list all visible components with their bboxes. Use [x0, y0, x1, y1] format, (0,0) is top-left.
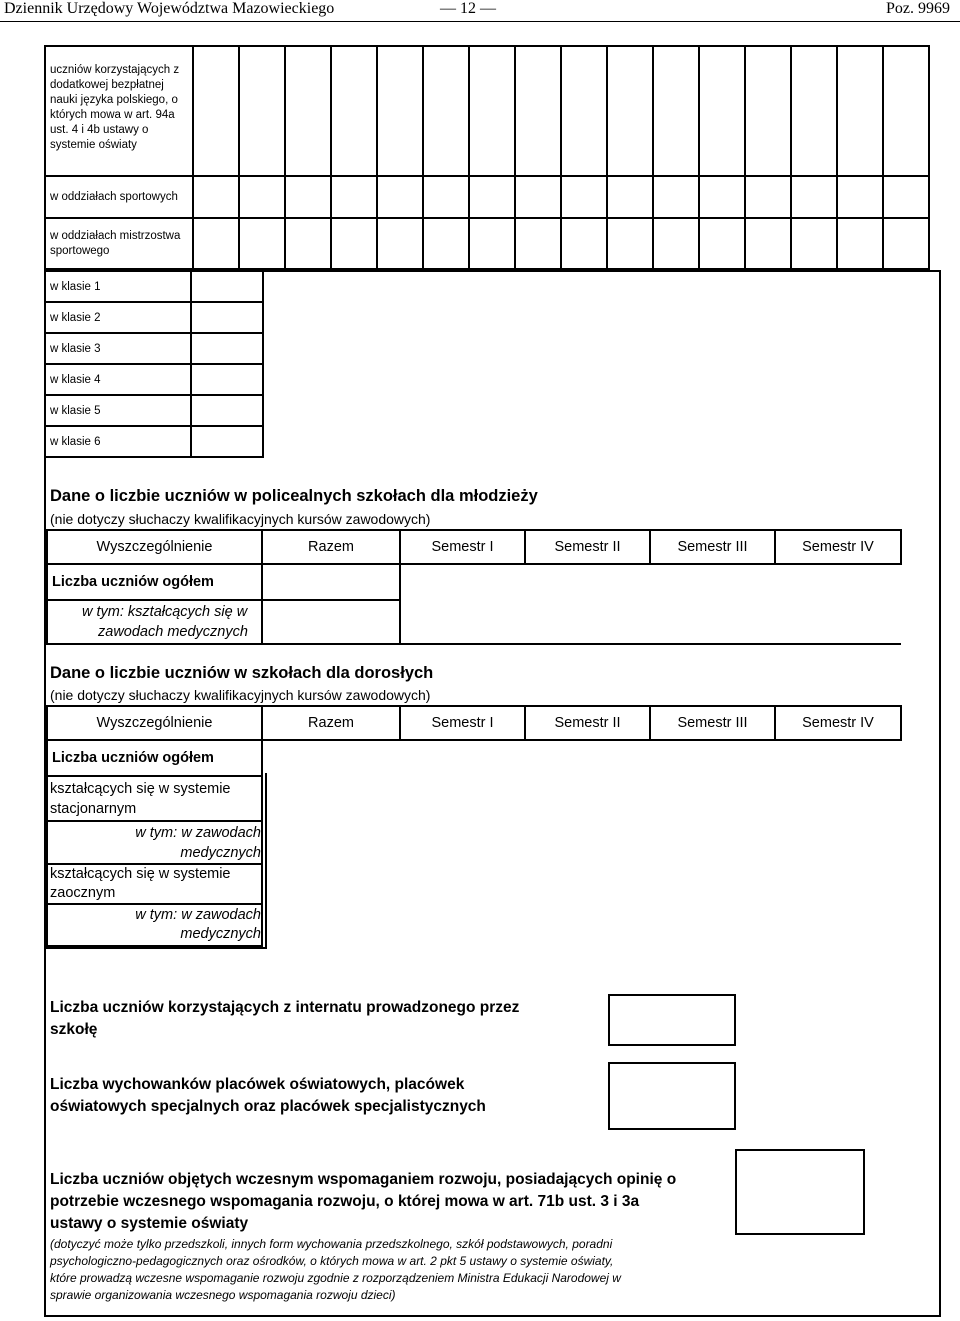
table-cell[interactable] — [653, 176, 699, 218]
row-label-sport-classes: w oddziałach sportowych — [45, 176, 193, 218]
section-title-policealne: Dane o liczbie uczniów w policealnych szkołach dla młodzieży — [50, 487, 538, 505]
table-cell[interactable] — [377, 46, 423, 176]
dorosli-table — [46, 705, 902, 947]
upper-grid — [44, 45, 930, 270]
row-label-class-1: w klasie 1 — [45, 271, 191, 302]
table-cell[interactable] — [561, 176, 607, 218]
row-label-championship-classes: w oddziałach mistrzostwa sportowego — [45, 218, 193, 269]
table-cell[interactable] — [791, 176, 837, 218]
table-cell[interactable] — [193, 46, 239, 176]
row-label-medical — [47, 600, 262, 644]
row-label-medical-stationary-line2: medycznych — [180, 844, 261, 861]
table-row — [47, 740, 901, 776]
table-cell[interactable] — [285, 46, 331, 176]
wwr-note-line3: które prowadzą wczesne wspomaganie rozwoju zgodnie z rozporządzeniem Ministra Edukacji Narodowej w — [50, 1271, 621, 1285]
table-cell[interactable] — [837, 46, 883, 176]
empty-area — [400, 564, 901, 600]
table-row — [45, 176, 929, 218]
table-row — [45, 302, 263, 333]
placowki-answer-box[interactable] — [608, 1062, 736, 1130]
row-label-medical-line1: w tym: kształcących się w — [82, 604, 248, 620]
section-subtitle-policealne: (nie dotyczy słuchaczy kwalifikacyjnych kursów zawodowych) — [50, 511, 431, 527]
table-cell[interactable] — [331, 218, 377, 269]
question-placowki — [50, 1074, 486, 1118]
row-label-class-6: w klasie 6 — [45, 426, 191, 457]
column-header: Semestr III — [650, 706, 775, 740]
wwr-note-line1: (dotyczyć może tylko przedszkoli, innych form wychowania przedszkolnego, szkół podstawowych, poradni — [50, 1237, 613, 1251]
internet-answer-box[interactable] — [608, 994, 736, 1046]
question-internet — [50, 997, 519, 1041]
row-label-stationary — [47, 776, 262, 821]
wwr-answer-box[interactable] — [735, 1149, 865, 1235]
section-subtitle-dorosli: (nie dotyczy słuchaczy kwalifikacyjnych kursów zawodowych) — [50, 687, 431, 703]
row-label-polish-lessons: uczniów korzystających z dodatkowej bezpłatnej nauki języka polskiego, o których mowa w art. 94a ust. 4 i 4b ustawy o systemie oświaty — [45, 46, 193, 176]
column-header: Razem — [262, 706, 400, 740]
empty-area — [400, 600, 901, 644]
question-internet-line1: Liczba uczniów korzystających z internatu prowadzonego przez — [50, 999, 520, 1016]
row-label-class-2: w klasie 2 — [45, 302, 191, 333]
table-header-row — [47, 706, 901, 740]
table-cell[interactable] — [699, 176, 745, 218]
table-cell[interactable] — [699, 218, 745, 269]
table-cell[interactable] — [193, 176, 239, 218]
table-cell[interactable] — [469, 218, 515, 269]
table-cell[interactable] — [331, 176, 377, 218]
row-label-medical-extramural-line1: w tym: w zawodach — [135, 907, 261, 923]
table-cell[interactable] — [239, 46, 285, 176]
table-cell[interactable] — [262, 600, 400, 644]
section-title-dorosli: Dane o liczbie uczniów w szkołach dla dorosłych — [50, 664, 434, 682]
table-cell[interactable] — [699, 46, 745, 176]
journal-title: Dziennik Urzędowy Województwa Mazowieckiego — [4, 0, 335, 17]
row-label-class-4: w klasie 4 — [45, 364, 191, 395]
table-cell[interactable] — [191, 395, 263, 426]
razem-column-line — [265, 773, 267, 949]
table-cell[interactable] — [423, 176, 469, 218]
table-cell[interactable] — [745, 46, 791, 176]
page-header — [0, 0, 960, 20]
table-cell[interactable] — [791, 218, 837, 269]
column-header: Razem — [262, 530, 400, 564]
table-cell[interactable] — [607, 176, 653, 218]
table-row — [47, 600, 901, 644]
row-label-medical-stationary — [47, 821, 262, 864]
table-cell[interactable] — [239, 218, 285, 269]
table-cell[interactable] — [515, 218, 561, 269]
table-cell[interactable] — [193, 218, 239, 269]
table-cell[interactable] — [561, 46, 607, 176]
column-header: Semestr II — [525, 530, 650, 564]
column-header: Semestr I — [400, 706, 525, 740]
table-cell[interactable] — [191, 364, 263, 395]
column-header: Semestr III — [650, 530, 775, 564]
table-row — [45, 271, 263, 302]
table-row — [45, 46, 929, 176]
table-cell[interactable] — [262, 564, 400, 600]
table-row — [45, 364, 263, 395]
table-cell[interactable] — [883, 46, 929, 176]
table-bottom-line — [46, 947, 267, 949]
table-row — [45, 395, 263, 426]
row-label-class-5: w klasie 5 — [45, 395, 191, 426]
row-label-class-3: w klasie 3 — [45, 333, 191, 364]
column-header: Wyszczególnienie — [47, 706, 262, 740]
column-header: Semestr IV — [775, 706, 901, 740]
table-cell[interactable] — [423, 46, 469, 176]
row-label-medical-extramural-line2: medycznych — [180, 926, 261, 942]
class-grid — [44, 270, 264, 458]
position-number: Poz. 9969 — [886, 0, 950, 17]
table-cell[interactable] — [883, 176, 929, 218]
table-cell[interactable] — [653, 46, 699, 176]
column-header: Wyszczególnienie — [47, 530, 262, 564]
table-cell[interactable] — [837, 176, 883, 218]
table-cell[interactable] — [377, 218, 423, 269]
row-label-extramural-line2: zaocznym — [50, 885, 116, 901]
table-cell[interactable] — [607, 46, 653, 176]
row-label-total: Liczba uczniów ogółem — [47, 564, 262, 600]
question-wwr-line1: Liczba uczniów objętych wczesnym wspomaganiem rozwoju, posiadających opinię o — [50, 1171, 677, 1188]
column-header: Semestr II — [525, 706, 650, 740]
table-cell[interactable] — [469, 46, 515, 176]
table-cell[interactable] — [191, 271, 263, 302]
table-cell[interactable] — [191, 333, 263, 364]
header-divider — [0, 21, 960, 22]
question-internet-line2: szkołę — [50, 1021, 98, 1038]
wwr-note — [50, 1236, 740, 1304]
question-placowki-line2: oświatowych specjalnych oraz placówek specjalistycznych — [50, 1098, 486, 1115]
table-cell[interactable] — [515, 176, 561, 218]
table-cell[interactable] — [653, 218, 699, 269]
table-cell[interactable] — [377, 176, 423, 218]
row-label-medical-line2: zawodach medycznych — [98, 624, 248, 640]
row-label-stationary-line2: stacjonarnym — [50, 800, 137, 817]
table-row — [45, 426, 263, 457]
table-cell[interactable] — [191, 426, 263, 457]
row-label-total: Liczba uczniów ogółem — [47, 740, 262, 776]
table-cell[interactable] — [285, 176, 331, 218]
table-header-row — [47, 530, 901, 564]
question-wwr-line2: potrzebie wczesnego wspomagania rozwoju, o której mowa w art. 71b ust. 3 i 3a — [50, 1193, 640, 1210]
table-cell[interactable] — [745, 218, 791, 269]
table-cell[interactable] — [515, 46, 561, 176]
table-cell[interactable] — [331, 46, 377, 176]
policealne-table — [46, 529, 902, 645]
empty-area — [262, 740, 901, 776]
table-cell[interactable] — [745, 176, 791, 218]
empty-area — [262, 776, 901, 946]
table-row — [47, 776, 901, 821]
table-cell[interactable] — [239, 176, 285, 218]
table-cell[interactable] — [883, 218, 929, 269]
table-cell[interactable] — [423, 218, 469, 269]
row-label-medical-stationary-line1: w tym: w zawodach — [135, 824, 261, 841]
column-header: Semestr I — [400, 530, 525, 564]
row-label-medical-extramural — [47, 904, 262, 946]
table-cell[interactable] — [469, 176, 515, 218]
table-cell[interactable] — [607, 218, 653, 269]
table-row — [45, 218, 929, 269]
table-cell[interactable] — [285, 218, 331, 269]
row-label-extramural — [47, 864, 262, 904]
column-header: Semestr IV — [775, 530, 901, 564]
question-placowki-line1: Liczba wychowanków placówek oświatowych, placówek — [50, 1076, 465, 1093]
table-cell[interactable] — [837, 218, 883, 269]
page-number: — 12 — — [440, 0, 496, 17]
table-cell[interactable] — [791, 46, 837, 176]
table-cell[interactable] — [561, 218, 607, 269]
row-label-extramural-line1: kształcących się w systemie — [50, 866, 231, 882]
question-wwr-line3: ustawy o systemie oświaty — [50, 1215, 249, 1232]
table-row — [45, 333, 263, 364]
wwr-note-line4: sprawie organizowania wczesnego wspomagania rozwoju dzieci) — [50, 1288, 396, 1302]
question-wwr — [50, 1169, 750, 1235]
wwr-note-line2: psychologiczno-pedagogicznych oraz ośrodków, o których mowa w art. 2 pkt 5 ustawy o systemie oświaty, — [50, 1254, 614, 1268]
row-label-stationary-line1: kształcących się w systemie — [50, 780, 231, 797]
table-row — [47, 564, 901, 600]
table-cell[interactable] — [191, 302, 263, 333]
